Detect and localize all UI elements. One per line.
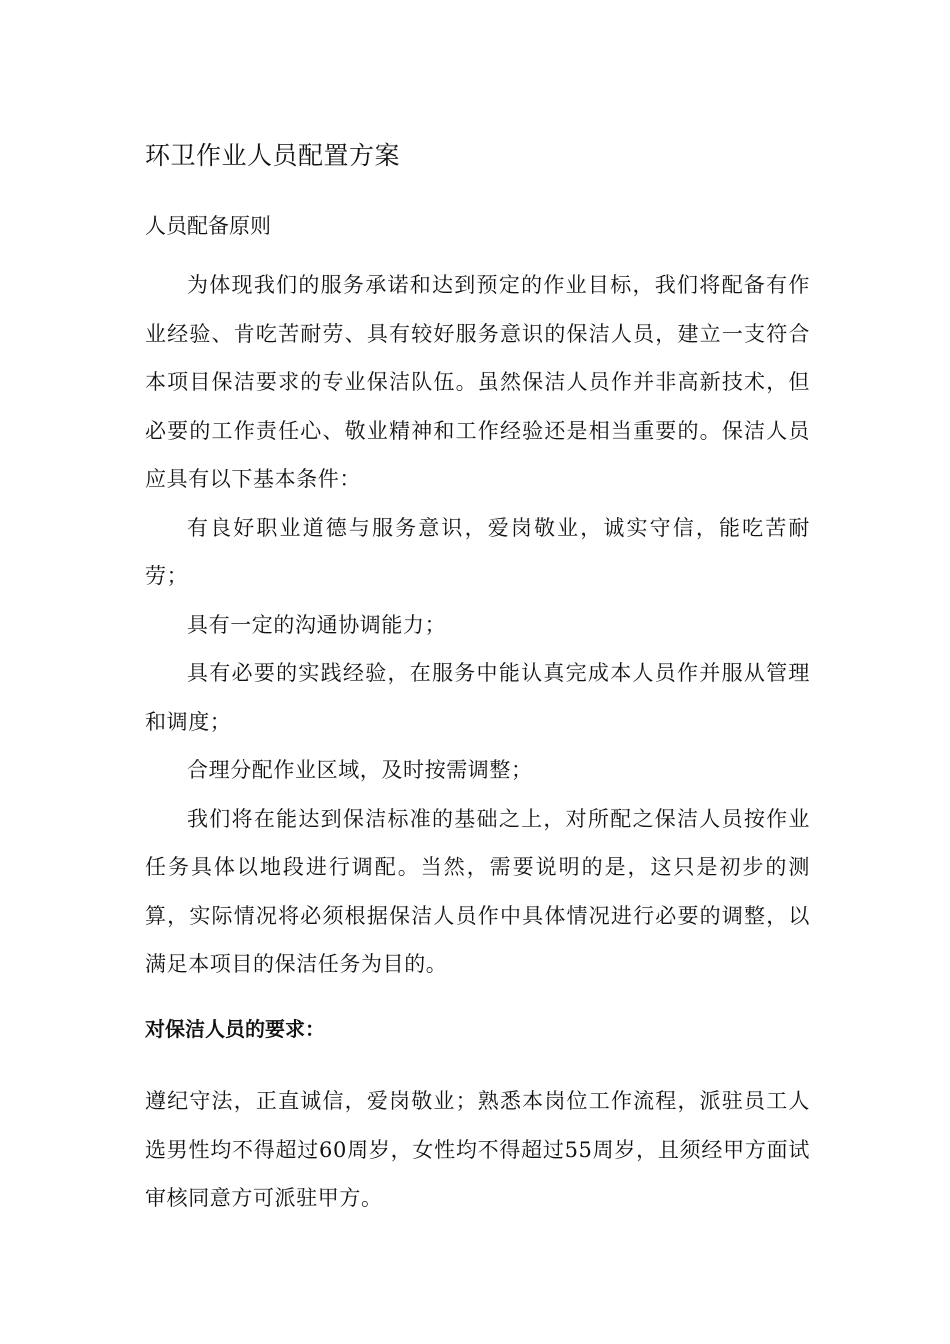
- paragraph-intro: 为体现我们的服务承诺和达到预定的作业目标，我们将配备有作业经验、肯吃苦耐劳、具有较好服务意识的保洁人员，建立一支符合本项目保洁要求的专业保洁队伍。虽然保洁人员作并非高新技术，但必要的工作责任心、敬业精神和工作经验还是相当重要的。保洁人员应具有以下基本条件：: [145, 273, 810, 491]
- document-title: 环卫作业人员配置方案: [145, 141, 401, 170]
- paragraph-condition-allocation: 合理分配作业区域，及时按需调整；: [187, 758, 533, 782]
- paragraph-deployment: 我们将在能达到保洁标准的基础之上，对所配之保洁人员按作业任务具体以地段进行调配。当然，需要说明的是，这只是初步的测算，实际情况将必须根据保洁人员作中具体情况进行必要的调整，以满足本项目的保洁任务为目的。: [145, 806, 810, 976]
- paragraph-condition-ethics: 有良好职业道德与服务意识，爱岗敬业，诚实守信，能吃苦耐劳；: [145, 515, 810, 588]
- paragraph-requirements: 遵纪守法，正直诚信，爱岗敬业；熟悉本岗位工作流程，派驻员工人选男性均不得超过60周岁，女性均不得超过55周岁，且须经甲方面试审核同意方可派驻甲方。: [145, 1089, 810, 1210]
- paragraph-condition-experience: 具有必要的实践经验，在服务中能认真完成本人员作并服从管理和调度；: [145, 661, 810, 734]
- section-subtitle: 人员配备原则: [145, 214, 271, 238]
- paragraph-condition-communication: 具有一定的沟通协调能力；: [187, 612, 447, 637]
- principles-body: [145, 261, 810, 989]
- requirements-heading: 对保洁人员的要求：: [145, 1017, 325, 1041]
- requirements-body: [145, 1077, 810, 1223]
